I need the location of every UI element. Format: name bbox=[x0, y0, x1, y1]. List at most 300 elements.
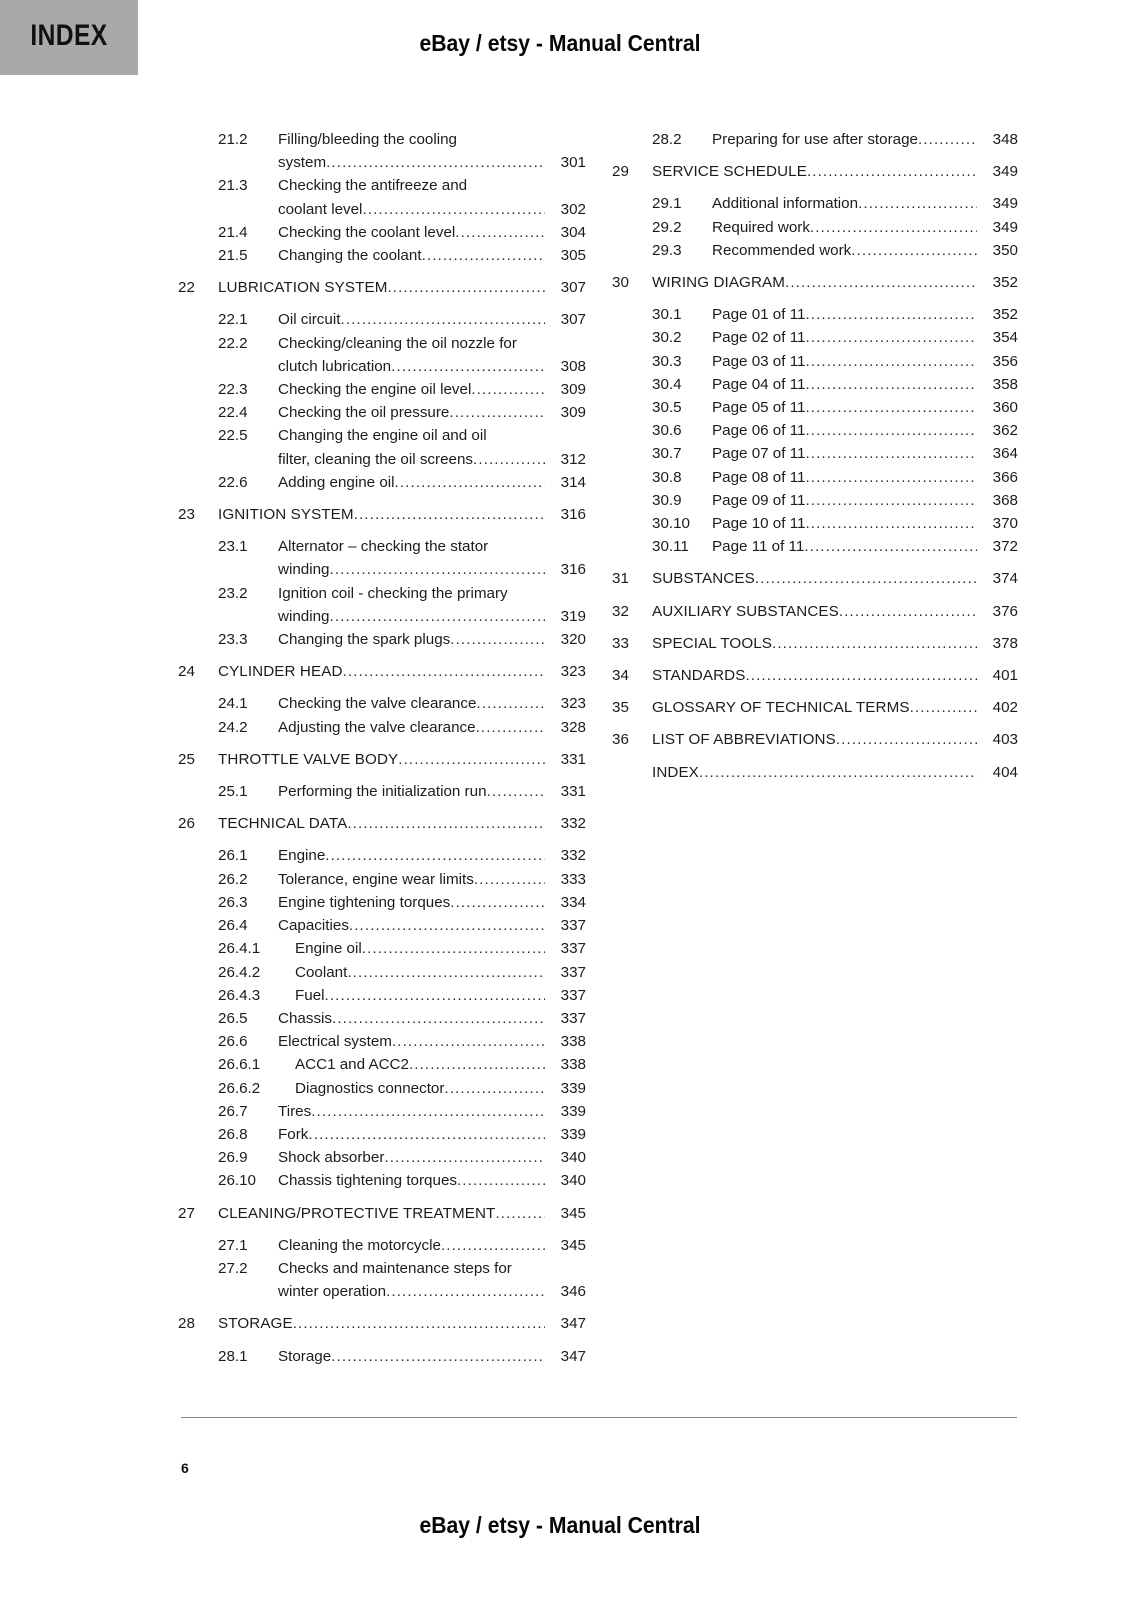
toc-dot-leader bbox=[810, 216, 977, 239]
toc-entry-title: Oil circuit bbox=[278, 311, 341, 329]
toc-dot-leader bbox=[805, 326, 977, 349]
toc-entry-number: 26.6.1 bbox=[218, 1056, 261, 1074]
toc-entry-body bbox=[218, 503, 546, 526]
toc-entry[interactable] bbox=[612, 271, 1018, 294]
toc-entry-page: 358 bbox=[992, 375, 1018, 393]
toc-dot-leader bbox=[772, 632, 977, 655]
toc-dot-leader bbox=[699, 761, 977, 784]
toc-entry-page: 338 bbox=[560, 1056, 586, 1074]
toc-entry[interactable] bbox=[612, 303, 1018, 326]
toc-dot-leader bbox=[910, 696, 977, 719]
toc-entry-title: Required work bbox=[712, 218, 810, 236]
toc-entry-number: 29.3 bbox=[652, 241, 682, 259]
toc-dot-leader bbox=[391, 355, 545, 378]
toc-dot-leader bbox=[422, 244, 545, 267]
toc-left-column bbox=[178, 128, 586, 1368]
toc-entry-body bbox=[278, 1077, 546, 1100]
toc-entry[interactable] bbox=[612, 239, 1018, 262]
toc-entry-title: Storage bbox=[278, 1347, 332, 1365]
toc-entry-number: 21.3 bbox=[218, 177, 248, 195]
toc-entry-body bbox=[712, 535, 978, 558]
toc-entry[interactable] bbox=[178, 198, 586, 221]
toc-dot-leader bbox=[293, 1312, 545, 1335]
toc-entry[interactable] bbox=[178, 1169, 586, 1192]
toc-entry-title: Checking the coolant level bbox=[278, 223, 456, 241]
toc-entry-body bbox=[278, 1123, 546, 1146]
toc-entry-title: Cleaning the motorcycle bbox=[278, 1236, 441, 1254]
toc-dot-leader bbox=[347, 961, 545, 984]
toc-entry-title: clutch lubrication bbox=[278, 357, 392, 375]
toc-entry-number: 34 bbox=[612, 667, 629, 685]
toc-entry-body bbox=[712, 373, 978, 396]
toc-entry[interactable] bbox=[178, 1100, 586, 1123]
toc-dot-leader bbox=[805, 303, 977, 326]
toc-entry[interactable] bbox=[178, 1257, 586, 1280]
toc-entry-body bbox=[278, 780, 546, 803]
toc-entry-body bbox=[652, 160, 978, 183]
toc-entry-number: 28.2 bbox=[652, 131, 682, 148]
toc-entry-number: 21.5 bbox=[218, 247, 248, 265]
toc-dot-leader bbox=[805, 396, 977, 419]
toc-entry-body bbox=[278, 692, 546, 715]
toc-entry[interactable] bbox=[178, 221, 586, 244]
toc-entry-title: Page 11 of 11 bbox=[712, 538, 805, 556]
toc-entry-body bbox=[652, 664, 978, 687]
toc-entry-title: Page 05 of 11 bbox=[712, 399, 806, 417]
toc-dot-leader bbox=[805, 489, 977, 512]
toc-entry[interactable] bbox=[178, 355, 586, 378]
toc-entry-page: 376 bbox=[992, 602, 1018, 620]
toc-entry[interactable] bbox=[612, 396, 1018, 419]
toc-entry[interactable] bbox=[178, 844, 586, 867]
toc-entry-body bbox=[278, 914, 546, 937]
toc-entry-title: STANDARDS bbox=[652, 667, 746, 685]
toc-entry-body bbox=[652, 271, 978, 294]
toc-entry[interactable] bbox=[178, 1280, 586, 1303]
toc-dot-leader bbox=[343, 660, 545, 683]
toc-entry-page: 320 bbox=[560, 631, 586, 649]
toc-entry-page: 309 bbox=[560, 404, 586, 422]
toc-dot-leader bbox=[395, 471, 545, 494]
toc-dot-leader bbox=[805, 419, 977, 442]
toc-entry[interactable] bbox=[612, 600, 1018, 623]
toc-entry-number: 28 bbox=[178, 1315, 195, 1333]
toc-dot-leader bbox=[450, 628, 545, 651]
toc-entry[interactable] bbox=[178, 1053, 586, 1076]
toc-entry[interactable] bbox=[178, 812, 586, 835]
toc-entry-number: 25 bbox=[178, 750, 195, 768]
toc-entry-page: 345 bbox=[560, 1236, 586, 1254]
toc-entry-title: Adjusting the valve clearance bbox=[278, 718, 476, 736]
toc-dot-leader bbox=[851, 239, 977, 262]
toc-entry-body bbox=[218, 748, 546, 771]
toc-entry-body bbox=[652, 567, 978, 590]
toc-entry-title: Checking the valve clearance bbox=[278, 695, 477, 713]
toc-entry-title: Page 06 of 11 bbox=[712, 422, 806, 440]
toc-entry-page: 360 bbox=[992, 399, 1018, 417]
toc-dot-leader bbox=[805, 466, 977, 489]
toc-entry-number: 32 bbox=[612, 602, 629, 620]
toc-entry-number: 24.1 bbox=[218, 695, 248, 713]
toc-entry-number: 26.2 bbox=[218, 870, 248, 888]
toc-entry-title: Adding engine oil bbox=[278, 473, 395, 491]
toc-entry-body bbox=[278, 1053, 546, 1076]
toc-entry-page: 372 bbox=[992, 538, 1018, 556]
toc-entry-title: IGNITION SYSTEM bbox=[218, 506, 354, 524]
toc-entry-number: 22.2 bbox=[218, 334, 248, 352]
toc-entry-body bbox=[278, 151, 546, 174]
toc-entry-title: Diagnostics connector bbox=[295, 1079, 445, 1097]
toc-dot-leader bbox=[354, 503, 545, 526]
toc-entry-page: 350 bbox=[992, 241, 1018, 259]
toc-entry[interactable] bbox=[178, 1312, 586, 1335]
toc-entry-page: 312 bbox=[560, 450, 586, 468]
toc-entry[interactable] bbox=[612, 192, 1018, 215]
toc-dot-leader bbox=[471, 378, 545, 401]
toc-entry-page: 337 bbox=[560, 917, 586, 935]
toc-entry-title: Page 09 of 11 bbox=[712, 491, 806, 509]
toc-entry-title: TECHNICAL DATA bbox=[218, 815, 348, 833]
toc-entry[interactable] bbox=[612, 419, 1018, 442]
toc-entry-page: 402 bbox=[992, 699, 1018, 717]
toc-entry-page: 307 bbox=[560, 311, 586, 329]
toc-dot-leader bbox=[807, 160, 977, 183]
toc-entry-title: Additional information bbox=[712, 195, 859, 213]
toc-entry[interactable] bbox=[612, 216, 1018, 239]
toc-entry-page: 309 bbox=[560, 381, 586, 399]
toc-entry-title: Changing the coolant bbox=[278, 247, 422, 265]
toc-dot-leader bbox=[325, 844, 545, 867]
toc-entry[interactable] bbox=[178, 276, 586, 299]
toc-entry[interactable] bbox=[178, 937, 586, 960]
toc-entry[interactable] bbox=[178, 151, 586, 174]
toc-entry-page: 362 bbox=[992, 422, 1018, 440]
toc-entry-body bbox=[278, 1280, 546, 1303]
toc-entry[interactable] bbox=[178, 471, 586, 494]
toc-entry-title: GLOSSARY OF TECHNICAL TERMS bbox=[652, 699, 910, 717]
toc-entry-body bbox=[712, 303, 978, 326]
toc-entry-body bbox=[218, 812, 546, 835]
toc-entry-body bbox=[278, 716, 546, 739]
toc-entry-number: 26.8 bbox=[218, 1125, 248, 1143]
toc-entry[interactable] bbox=[612, 512, 1018, 535]
toc-entry[interactable] bbox=[612, 567, 1018, 590]
toc-entry-number: 28.1 bbox=[218, 1347, 248, 1365]
toc-entry[interactable] bbox=[178, 308, 586, 331]
toc-entry[interactable] bbox=[178, 448, 586, 471]
toc-entry-body bbox=[712, 192, 978, 215]
toc-entry-page: 304 bbox=[560, 223, 586, 241]
toc-dot-leader bbox=[311, 1100, 545, 1123]
page-number: 6 bbox=[181, 1460, 189, 1476]
toc-dot-leader bbox=[476, 692, 545, 715]
toc-entry-title: winding bbox=[278, 561, 330, 579]
toc-entry-number: 22.5 bbox=[218, 427, 248, 445]
toc-entry-page: 368 bbox=[992, 491, 1018, 509]
toc-entry[interactable] bbox=[178, 780, 586, 803]
index-section-tab-label: INDEX bbox=[30, 19, 108, 52]
toc-entry[interactable] bbox=[178, 1345, 586, 1368]
toc-entry-page: 334 bbox=[560, 893, 586, 911]
toc-entry[interactable] bbox=[178, 1030, 586, 1053]
toc-entry-page: 319 bbox=[560, 607, 586, 625]
toc-entry[interactable] bbox=[178, 984, 586, 1007]
toc-entry-title: Filling/bleeding the cooling bbox=[278, 131, 457, 148]
toc-entry[interactable] bbox=[178, 914, 586, 937]
toc-entry-body bbox=[278, 535, 546, 558]
toc-entry-body bbox=[712, 239, 978, 262]
toc-entry-body bbox=[278, 1169, 546, 1192]
toc-entry[interactable] bbox=[612, 632, 1018, 655]
toc-dot-leader bbox=[332, 1007, 545, 1030]
toc-entry[interactable] bbox=[612, 728, 1018, 751]
toc-entry-number: 30.10 bbox=[652, 515, 691, 533]
toc-entry-body bbox=[218, 660, 546, 683]
toc-entry-body bbox=[278, 308, 546, 331]
toc-entry[interactable] bbox=[612, 696, 1018, 719]
toc-dot-leader bbox=[474, 868, 545, 891]
toc-dot-leader bbox=[449, 401, 545, 424]
toc-dot-leader bbox=[362, 198, 545, 221]
toc-entry-title: STORAGE bbox=[218, 1315, 293, 1333]
toc-entry[interactable] bbox=[178, 1123, 586, 1146]
toc-entry-number: 22.3 bbox=[218, 381, 248, 399]
toc-entry-body bbox=[652, 632, 978, 655]
toc-entry[interactable] bbox=[612, 160, 1018, 183]
toc-entry-title: THROTTLE VALVE BODY bbox=[218, 750, 399, 768]
toc-entry[interactable] bbox=[612, 442, 1018, 465]
toc-entry-page: 340 bbox=[560, 1149, 586, 1167]
toc-entry[interactable] bbox=[612, 326, 1018, 349]
toc-entry-number: 30.3 bbox=[652, 352, 682, 370]
toc-dot-leader bbox=[386, 1280, 545, 1303]
toc-entry[interactable] bbox=[612, 373, 1018, 396]
toc-entry-body bbox=[218, 1202, 546, 1225]
toc-entry-number: 30.2 bbox=[652, 329, 682, 347]
toc-entry-body bbox=[278, 1257, 546, 1280]
toc-entry-page: 349 bbox=[992, 163, 1018, 181]
toc-dot-leader bbox=[349, 914, 545, 937]
toc-entry[interactable] bbox=[178, 401, 586, 424]
toc-entry-title: Page 10 of 11 bbox=[712, 515, 806, 533]
toc-dot-leader bbox=[836, 728, 977, 751]
toc-entry-page: 356 bbox=[992, 352, 1018, 370]
toc-entry[interactable] bbox=[612, 664, 1018, 687]
toc-entry[interactable] bbox=[178, 1202, 586, 1225]
toc-entry-title: LUBRICATION SYSTEM bbox=[218, 279, 388, 297]
toc-entry[interactable] bbox=[178, 424, 586, 447]
toc-entry[interactable] bbox=[178, 1007, 586, 1030]
index-section-tab bbox=[0, 0, 138, 75]
toc-entry-number: 29 bbox=[612, 163, 629, 181]
toc-entry-page: 337 bbox=[560, 1009, 586, 1027]
toc-entry-number: 26.1 bbox=[218, 847, 248, 865]
toc-entry-number: 23.1 bbox=[218, 538, 248, 556]
toc-entry-title: Recommended work bbox=[712, 241, 852, 259]
toc-entry-title: Engine bbox=[278, 847, 326, 865]
toc-entry[interactable] bbox=[178, 961, 586, 984]
toc-dot-leader bbox=[495, 1202, 545, 1225]
toc-entry[interactable] bbox=[178, 868, 586, 891]
toc-entry-number: 26.5 bbox=[218, 1009, 248, 1027]
toc-entry-number: 21.4 bbox=[218, 223, 248, 241]
toc-entry-body bbox=[278, 582, 546, 605]
toc-entry-body bbox=[278, 961, 546, 984]
toc-entry-page: 332 bbox=[560, 815, 586, 833]
toc-entry-page: 323 bbox=[560, 695, 586, 713]
toc-entry-title: LIST OF ABBREVIATIONS bbox=[652, 731, 836, 749]
toc-entry-number: 26.4.2 bbox=[218, 963, 261, 981]
toc-entry-page: 308 bbox=[560, 357, 586, 375]
toc-entry-body bbox=[278, 174, 546, 197]
toc-entry-title: Coolant bbox=[295, 963, 348, 981]
footer-divider bbox=[181, 1417, 1017, 1418]
toc-entry-title: system bbox=[278, 154, 327, 172]
toc-entry[interactable] bbox=[178, 1234, 586, 1257]
toc-entry-body bbox=[278, 628, 546, 651]
toc-entry-title: CLEANING/PROTECTIVE TREATMENT bbox=[218, 1204, 496, 1222]
toc-dot-leader bbox=[340, 308, 545, 331]
toc-entry[interactable] bbox=[178, 244, 586, 267]
toc-entry[interactable] bbox=[612, 489, 1018, 512]
toc-dot-leader bbox=[444, 1077, 545, 1100]
toc-entry-number: 22 bbox=[178, 279, 195, 297]
toc-entry[interactable] bbox=[178, 692, 586, 715]
toc-entry[interactable] bbox=[178, 128, 586, 151]
toc-entry-number: 26.6 bbox=[218, 1033, 248, 1051]
toc-entry-title: Checking/cleaning the oil nozzle for bbox=[278, 334, 517, 352]
toc-entry-body bbox=[712, 489, 978, 512]
toc-entry-title: Preparing for use after storage bbox=[712, 131, 918, 148]
toc-entry-number: 30.7 bbox=[652, 445, 682, 463]
toc-entry[interactable] bbox=[178, 535, 586, 558]
toc-entry-title: winding bbox=[278, 607, 330, 625]
toc-entry-page: 338 bbox=[560, 1033, 586, 1051]
toc-entry-body bbox=[712, 442, 978, 465]
toc-entry[interactable] bbox=[178, 558, 586, 581]
toc-entry-number: 26.10 bbox=[218, 1172, 257, 1190]
toc-entry-body bbox=[278, 605, 546, 628]
toc-entry-page: 333 bbox=[560, 870, 586, 888]
page-header bbox=[0, 0, 1130, 78]
toc-entry-title: Page 03 of 11 bbox=[712, 352, 806, 370]
toc-entry-title: Checks and maintenance steps for bbox=[278, 1259, 512, 1277]
toc-entry-number: 21.2 bbox=[218, 131, 248, 148]
toc-entry-title: SERVICE SCHEDULE bbox=[652, 163, 807, 181]
toc-entry-number: 26.9 bbox=[218, 1149, 248, 1167]
toc-entry-body bbox=[278, 424, 546, 447]
toc-entry-page: 354 bbox=[992, 329, 1018, 347]
toc-entry-page: 339 bbox=[560, 1079, 586, 1097]
toc-dot-leader bbox=[858, 192, 977, 215]
toc-entry-title: Page 02 of 11 bbox=[712, 329, 806, 347]
toc-entry-body bbox=[278, 221, 546, 244]
toc-dot-leader bbox=[347, 812, 545, 835]
toc-entry[interactable] bbox=[178, 174, 586, 197]
toc-dot-leader bbox=[805, 442, 977, 465]
toc-entry-body bbox=[278, 198, 546, 221]
toc-entry-title: Alternator – checking the stator bbox=[278, 538, 489, 556]
toc-entry-page: 404 bbox=[992, 763, 1018, 781]
toc-dot-leader bbox=[384, 1146, 545, 1169]
toc-entry[interactable] bbox=[612, 350, 1018, 373]
toc-entry[interactable] bbox=[612, 535, 1018, 558]
toc-entry-number: 24 bbox=[178, 663, 195, 681]
toc-dot-leader bbox=[392, 1030, 545, 1053]
toc-entry[interactable] bbox=[178, 582, 586, 605]
toc-entry-title: filter, cleaning the oil screens bbox=[278, 450, 474, 468]
toc-entry-page: 370 bbox=[992, 515, 1018, 533]
toc-entry-number: 33 bbox=[612, 634, 629, 652]
toc-entry-number: 25.1 bbox=[218, 783, 248, 801]
toc-entry-title: ACC1 and ACC2 bbox=[295, 1056, 409, 1074]
toc-entry[interactable] bbox=[178, 503, 586, 526]
toc-entry-number: 26 bbox=[178, 815, 195, 833]
toc-entry-number: 30 bbox=[612, 274, 629, 292]
toc-entry-title: Performing the initialization run bbox=[278, 783, 487, 801]
toc-entry-body bbox=[278, 471, 546, 494]
toc-entry-body bbox=[278, 401, 546, 424]
toc-entry[interactable] bbox=[178, 660, 586, 683]
toc-entry[interactable] bbox=[178, 716, 586, 739]
toc-entry-page: 337 bbox=[560, 986, 586, 1004]
toc-entry-number: 23.3 bbox=[218, 631, 248, 649]
toc-entry[interactable] bbox=[612, 761, 1018, 784]
toc-entry[interactable] bbox=[612, 466, 1018, 489]
toc-entry[interactable] bbox=[178, 378, 586, 401]
toc-entry-number: 26.4.1 bbox=[218, 940, 261, 958]
toc-dot-leader bbox=[487, 780, 545, 803]
toc-entry-body bbox=[712, 396, 978, 419]
toc-entry-title: Fork bbox=[278, 1125, 309, 1143]
toc-entry-title: Page 04 of 11 bbox=[712, 375, 806, 393]
toc-entry-title: Checking the engine oil level bbox=[278, 381, 472, 399]
toc-entry[interactable] bbox=[178, 605, 586, 628]
toc-dot-leader bbox=[918, 128, 977, 151]
toc-entry[interactable] bbox=[178, 628, 586, 651]
toc-entry-number: 29.1 bbox=[652, 195, 682, 213]
toc-entry[interactable] bbox=[178, 748, 586, 771]
toc-entry-number: 26.6.2 bbox=[218, 1079, 261, 1097]
toc-entry-body bbox=[218, 1312, 546, 1335]
toc-dot-leader bbox=[457, 1169, 545, 1192]
toc-entry-title: Tires bbox=[278, 1102, 312, 1120]
toc-entry-number: 30.11 bbox=[652, 538, 689, 556]
toc-entry[interactable] bbox=[178, 891, 586, 914]
toc-entry-body bbox=[278, 448, 546, 471]
toc-entry-page: 346 bbox=[560, 1283, 586, 1301]
toc-entry-body bbox=[278, 891, 546, 914]
toc-entry[interactable] bbox=[178, 1146, 586, 1169]
toc-entry-number: 22.4 bbox=[218, 404, 248, 422]
toc-entry-body bbox=[712, 216, 978, 239]
toc-entry-page: 307 bbox=[560, 279, 586, 297]
toc-entry-body bbox=[712, 128, 978, 151]
toc-entry-title: Engine oil bbox=[295, 940, 362, 958]
toc-dot-leader bbox=[398, 748, 545, 771]
toc-entry-page: 352 bbox=[992, 274, 1018, 292]
toc-entry[interactable] bbox=[178, 1077, 586, 1100]
toc-entry[interactable] bbox=[178, 332, 586, 355]
toc-entry-page: 302 bbox=[560, 200, 586, 218]
toc-entry[interactable] bbox=[612, 128, 1018, 151]
toc-entry-title: Checking the oil pressure bbox=[278, 404, 450, 422]
toc-dot-leader bbox=[805, 512, 977, 535]
toc-entry-number: 26.4.3 bbox=[218, 986, 261, 1004]
toc-dot-leader bbox=[450, 891, 545, 914]
toc-entry-title: Engine tightening torques bbox=[278, 893, 451, 911]
toc-entry-number: 23.2 bbox=[218, 584, 248, 602]
